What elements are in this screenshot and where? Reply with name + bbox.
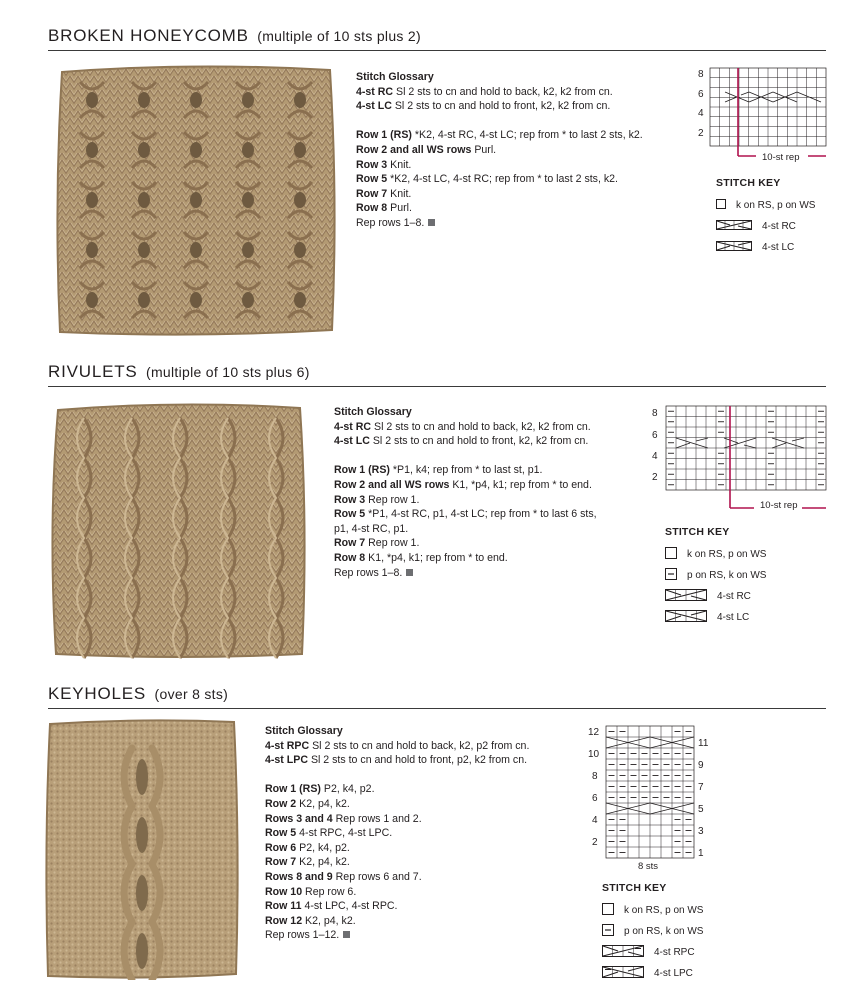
key-title: STITCH KEY	[716, 177, 781, 189]
row-number: 6	[698, 89, 704, 100]
key-row	[665, 586, 766, 607]
section-subtitle: (multiple of 10 sts plus 2)	[257, 28, 421, 44]
key-row	[665, 544, 766, 565]
section-divider	[48, 708, 826, 709]
row-instruction: Row 2 K2, p4, k2.	[265, 797, 350, 810]
row-instruction: Row 1 (RS) *K2, 4-st RC, 4-st LC; rep from * to last 2 sts, k2.	[356, 129, 643, 142]
row-instruction: Row 2 and all WS rows K1, *p4, k1; rep from * to end.	[334, 478, 592, 491]
swatch-photo-broken-honeycomb	[54, 62, 338, 338]
key-title: STITCH KEY	[602, 882, 667, 894]
section-divider	[48, 50, 826, 51]
row-number: 8	[592, 771, 598, 782]
glossary-item: 4-st LC Sl 2 sts to cn and hold to front, k2, k2 from cn.	[356, 100, 611, 113]
section-title-rivulets	[48, 362, 310, 382]
section-title-broken-honeycomb	[48, 26, 421, 46]
row-number: 8	[698, 69, 704, 80]
row-number: 4	[652, 451, 658, 462]
row-number: 3	[698, 826, 704, 837]
key-label: 4-st RC	[717, 591, 751, 602]
row-instruction: Row 3 Rep row 1.	[334, 493, 420, 506]
rep-label: 10-st rep	[760, 500, 798, 511]
key-label: 4-st LC	[762, 242, 795, 253]
repeat-note: Rep rows 1–8.	[334, 566, 597, 581]
key-row	[602, 900, 703, 921]
end-square-icon	[406, 569, 413, 576]
row-number: 2	[698, 128, 704, 139]
repeat-note: Rep rows 1–12.	[265, 928, 529, 943]
glossary-item: 4-st LC Sl 2 sts to cn and hold to front, k2, k2 from cn.	[334, 435, 589, 448]
section-divider	[48, 386, 826, 387]
row-instruction: Row 2 and all WS rows Purl.	[356, 143, 497, 156]
row-number: 7	[698, 782, 704, 793]
key-row	[716, 237, 815, 258]
instructions-keyholes	[265, 724, 529, 943]
glossary-title: Stitch Glossary	[265, 725, 343, 737]
chart-keyholes	[586, 724, 726, 875]
key-row	[665, 565, 766, 586]
row-instruction: Rows 3 and 4 Rep rows 1 and 2.	[265, 812, 422, 825]
lc-cable-icon	[665, 610, 707, 625]
instructions-rivulets	[334, 405, 597, 580]
row-number: 6	[592, 793, 598, 804]
row-number: 4	[698, 108, 704, 119]
row-number: 6	[652, 430, 658, 441]
key-label: 4-st RC	[762, 221, 796, 232]
row-instruction: Rows 8 and 9 Rep rows 6 and 7.	[265, 870, 422, 883]
row-number: 8	[652, 408, 658, 419]
row-number: 2	[652, 472, 658, 483]
key-row	[716, 195, 815, 216]
rc-cable-icon	[716, 220, 752, 233]
rpc-cable-icon	[602, 945, 644, 960]
row-instruction: Row 7 Rep row 1.	[334, 537, 420, 550]
key-label: 4-st LC	[717, 612, 750, 623]
row-instruction: Row 10 Rep row 6.	[265, 885, 357, 898]
purl-dash-icon	[602, 924, 614, 939]
repeat-note: Rep rows 1–8.	[356, 216, 643, 231]
key-label: 4-st RPC	[654, 947, 695, 958]
row-number: 10	[588, 749, 600, 760]
rc-cable-icon	[665, 589, 707, 604]
key-row	[665, 607, 766, 628]
row-instruction: Row 5 *K2, 4-st LC, 4-st RC; rep from * to last 2 sts, k2.	[356, 173, 618, 186]
instructions-broken-honeycomb	[356, 70, 643, 231]
row-number: 12	[588, 727, 600, 738]
row-instruction: Row 8 K1, *p4, k1; rep from * to end.	[334, 551, 508, 564]
chart-rivulets	[650, 402, 830, 519]
purl-dash-icon	[665, 568, 677, 583]
swatch-photo-rivulets	[48, 398, 310, 662]
row-instruction: Row 1 (RS) P2, k4, p2.	[265, 783, 375, 796]
key-title: STITCH KEY	[665, 526, 730, 538]
row-number: 1	[698, 848, 704, 859]
row-instruction: Row 7 Knit.	[356, 187, 412, 200]
section-subtitle: (multiple of 10 sts plus 6)	[146, 364, 310, 380]
lc-cable-icon	[716, 241, 752, 254]
knit-box-icon	[665, 547, 677, 562]
section-name: RIVULETS	[48, 362, 138, 381]
key-row	[602, 942, 703, 963]
row-instruction: Row 7 K2, p4, k2.	[265, 856, 350, 869]
row-instruction: Row 8 Purl.	[356, 202, 412, 215]
glossary-item: 4-st RC Sl 2 sts to cn and hold to back, k2, k2 from cn.	[334, 420, 591, 433]
sts-label: 8 sts	[638, 861, 659, 870]
knit-box-icon	[716, 199, 726, 212]
key-label: k on RS, p on WS	[624, 905, 704, 916]
row-instruction: p1, 4-st RC, p1.	[334, 522, 409, 535]
stitch-key-keyholes	[602, 882, 703, 984]
row-instruction: Row 5 4-st RPC, 4-st LPC.	[265, 827, 393, 840]
glossary-item: 4-st LPC Sl 2 sts to cn and hold to front, p2, k2 from cn.	[265, 754, 528, 767]
key-row	[602, 921, 703, 942]
rep-label: 10-st rep	[762, 152, 800, 163]
row-instruction: Row 6 P2, k4, p2.	[265, 841, 350, 854]
key-label: p on RS, k on WS	[687, 570, 767, 581]
key-row	[602, 963, 703, 984]
stitch-key-broken-honeycomb	[716, 177, 815, 258]
key-row	[716, 216, 815, 237]
glossary-title: Stitch Glossary	[356, 71, 434, 83]
section-title-keyholes	[48, 684, 228, 704]
row-number: 4	[592, 815, 598, 826]
end-square-icon	[428, 219, 435, 226]
row-instruction: Row 1 (RS) *P1, k4; rep from * to last st, p1.	[334, 464, 543, 477]
row-number: 11	[698, 738, 709, 749]
row-instruction: Row 11 4-st LPC, 4-st RPC.	[265, 900, 398, 913]
key-label: p on RS, k on WS	[624, 926, 704, 937]
row-instruction: Row 3 Knit.	[356, 158, 412, 171]
row-number: 5	[698, 804, 704, 815]
swatch-photo-keyholes	[44, 718, 240, 980]
row-instruction: Row 5 *P1, 4-st RC, p1, 4-st LC; rep from * to last 6 sts,	[334, 508, 597, 521]
row-number: 9	[698, 760, 704, 771]
glossary-item: 4-st RPC Sl 2 sts to cn and hold to back, k2, p2 from cn.	[265, 739, 530, 752]
stitch-key-rivulets	[665, 526, 766, 628]
row-number: 2	[592, 837, 598, 848]
key-label: k on RS, p on WS	[687, 549, 767, 560]
key-label: 4-st LPC	[654, 968, 693, 979]
key-label: k on RS, p on WS	[736, 200, 816, 211]
glossary-item: 4-st RC Sl 2 sts to cn and hold to back, k2, k2 from cn.	[356, 85, 613, 98]
lpc-cable-icon	[602, 966, 644, 981]
chart-broken-honeycomb	[696, 64, 836, 173]
section-name: BROKEN HONEYCOMB	[48, 26, 249, 45]
section-subtitle: (over 8 sts)	[154, 686, 229, 702]
knit-box-icon	[602, 903, 614, 918]
glossary-title: Stitch Glossary	[334, 406, 412, 418]
row-instruction: Row 12 K2, p4, k2.	[265, 914, 356, 927]
end-square-icon	[343, 931, 350, 938]
section-name: KEYHOLES	[48, 684, 147, 703]
